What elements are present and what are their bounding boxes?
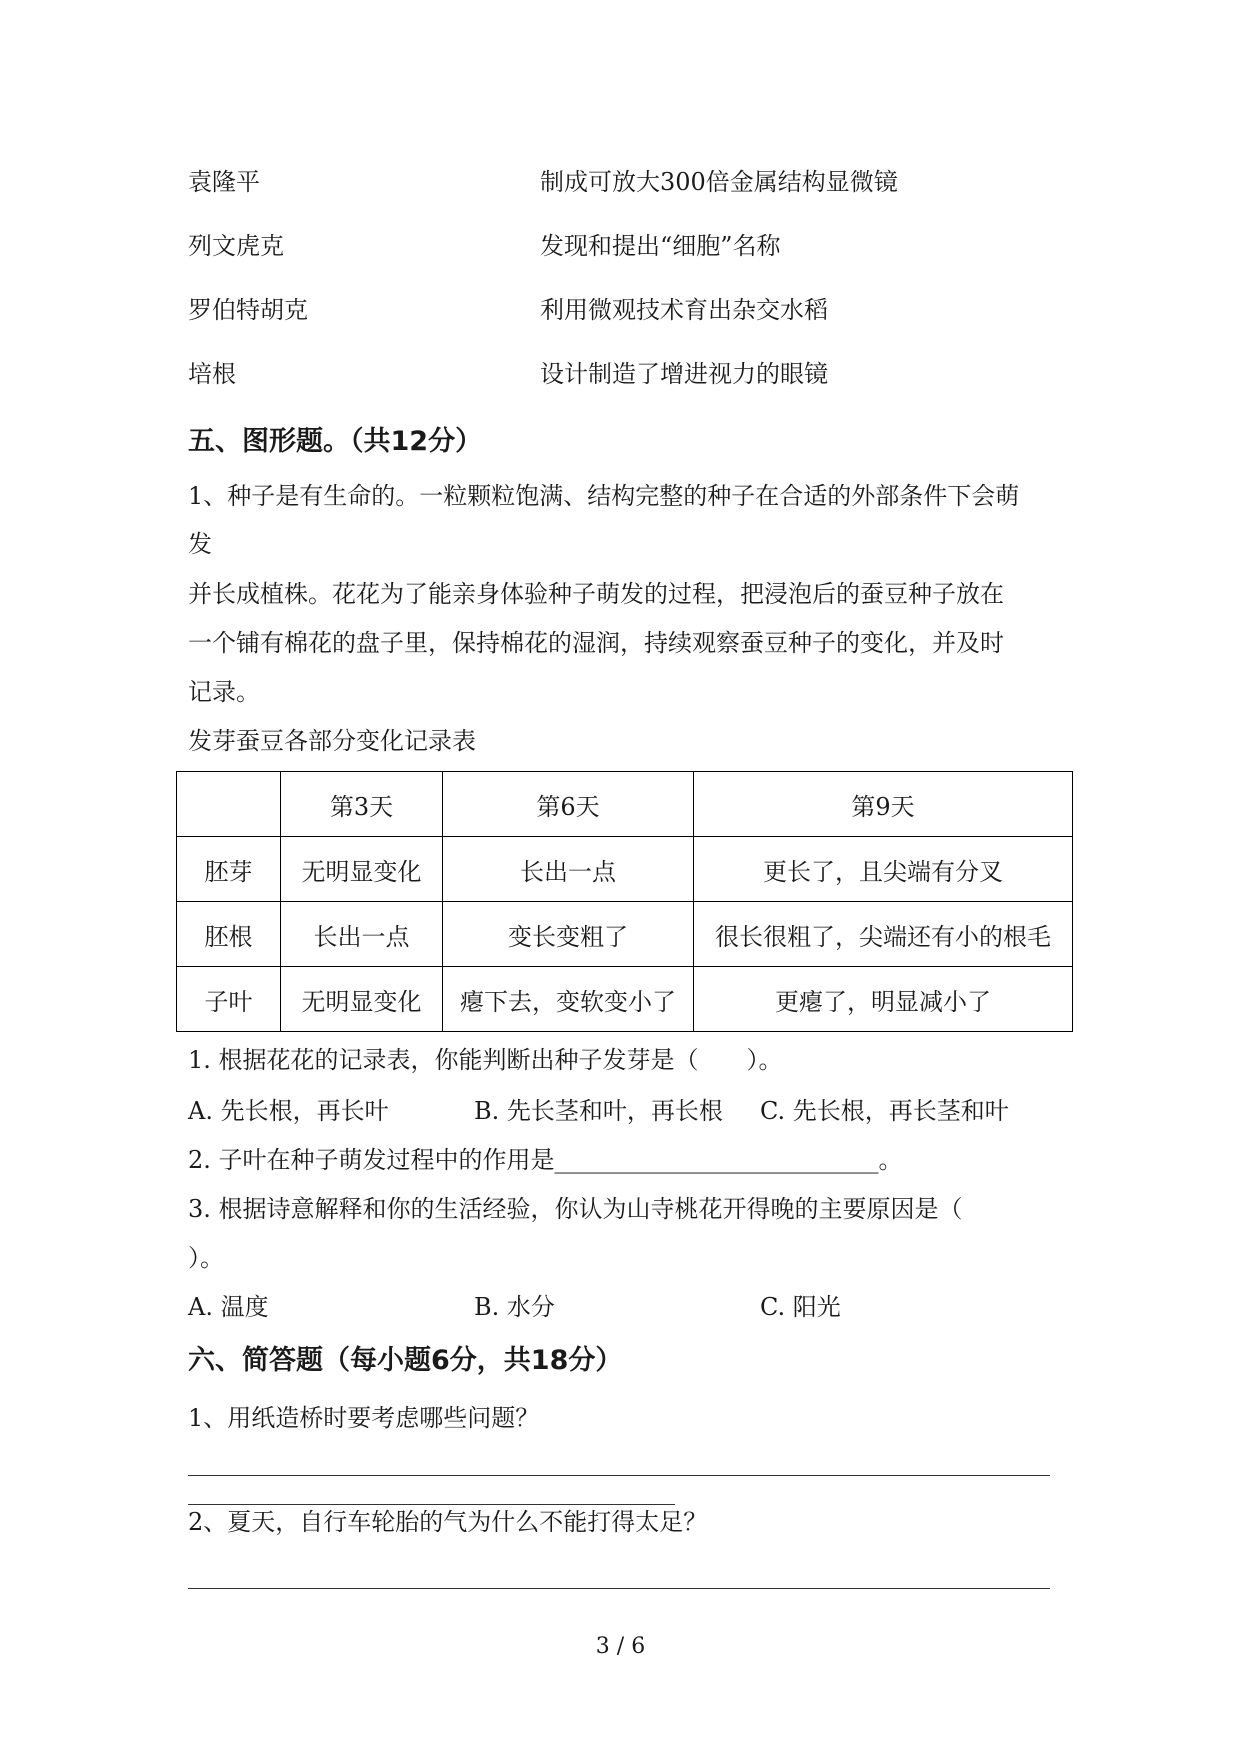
match-left-2: 列文虎克	[188, 232, 284, 260]
table-cell: 无明显变化	[281, 837, 443, 902]
s5-question-3: 3. 根据诗意解释和你的生活经验，你认为山寺桃花开得晚的主要原因是（	[188, 1195, 963, 1223]
s5-para-line-1: 1、种子是有生命的。一粒颗粒饱满、结构完整的种子在合适的外部条件下会萌	[188, 482, 1020, 510]
table-header-cell: 第9天	[694, 772, 1073, 837]
table-header-cell	[177, 772, 281, 837]
match-right-1: 制成可放大300倍金属结构显微镜	[540, 168, 898, 196]
answer-line	[188, 1588, 1050, 1589]
s6-question-1: 1、用纸造桥时要考虑哪些问题？	[188, 1404, 540, 1432]
answer-line	[188, 1475, 1050, 1476]
match-left-3: 罗伯特胡克	[188, 296, 308, 324]
table-cell: 更瘪了，明显减小了	[694, 967, 1073, 1032]
s5-para-line-5: 记录。	[188, 678, 260, 706]
s5-para-line-2: 发	[188, 530, 212, 558]
s6-question-2: 2、夏天，自行车轮胎的气为什么不能打得太足？	[188, 1508, 708, 1536]
page-number: 3 / 6	[595, 1634, 646, 1659]
table-cell: 子叶	[177, 967, 281, 1032]
s5-q3-option-c: C. 阳光	[760, 1293, 841, 1321]
match-right-3: 利用微观技术育出杂交水稻	[540, 296, 828, 324]
s5-q1-option-a: A. 先长根，再长叶	[188, 1097, 389, 1125]
s5-question-1: 1. 根据花花的记录表，你能判断出种子发芽是（ ）。	[188, 1046, 783, 1074]
s5-q3-option-b: B. 水分	[474, 1293, 555, 1321]
table-cell: 长出一点	[443, 837, 694, 902]
table-header-cell: 第3天	[281, 772, 443, 837]
table-header-row	[177, 772, 1073, 837]
s5-para-line-3: 并长成植株。花花为了能亲身体验种子萌发的过程，把浸泡后的蚕豆种子放在	[188, 580, 1004, 608]
match-right-2: 发现和提出“细胞”名称	[540, 232, 781, 260]
table-row	[177, 902, 1073, 967]
table-cell: 长出一点	[281, 902, 443, 967]
table-row	[177, 967, 1073, 1032]
match-left-4: 培根	[188, 360, 236, 388]
table-cell: 很长很粗了，尖端还有小的根毛	[694, 902, 1073, 967]
table-cell: 更长了，且尖端有分叉	[694, 837, 1073, 902]
s5-para-line-4: 一个铺有棉花的盘子里，保持棉花的湿润，持续观察蚕豆种子的变化，并及时	[188, 629, 1004, 657]
s5-q1-option-c: C. 先长根，再长茎和叶	[760, 1097, 1009, 1125]
section-6-heading: 六、简答题（每小题6分，共18分）	[188, 1345, 623, 1376]
table-cell: 无明显变化	[281, 967, 443, 1032]
match-left-1: 袁隆平	[188, 168, 260, 196]
section-5-heading: 五、图形题。（共12分）	[188, 426, 483, 457]
record-table	[176, 771, 1073, 1032]
s5-q3-option-a: A. 温度	[188, 1293, 269, 1321]
s5-question-2: 2. 子叶在种子萌发过程中的作用是___________________________。	[188, 1146, 903, 1174]
s5-q1-option-b: B. 先长茎和叶，再长根	[474, 1097, 723, 1125]
table-cell: 胚根	[177, 902, 281, 967]
table-caption: 发芽蚕豆各部分变化记录表	[188, 727, 476, 755]
table-cell: 瘪下去，变软变小了	[443, 967, 694, 1032]
table-cell: 胚芽	[177, 837, 281, 902]
match-right-4: 设计制造了增进视力的眼镜	[540, 360, 828, 388]
table-header-cell: 第6天	[443, 772, 694, 837]
table-cell: 变长变粗了	[443, 902, 694, 967]
answer-line	[188, 1504, 675, 1505]
table-row	[177, 837, 1073, 902]
s5-question-3-cont: ）。	[188, 1244, 224, 1272]
